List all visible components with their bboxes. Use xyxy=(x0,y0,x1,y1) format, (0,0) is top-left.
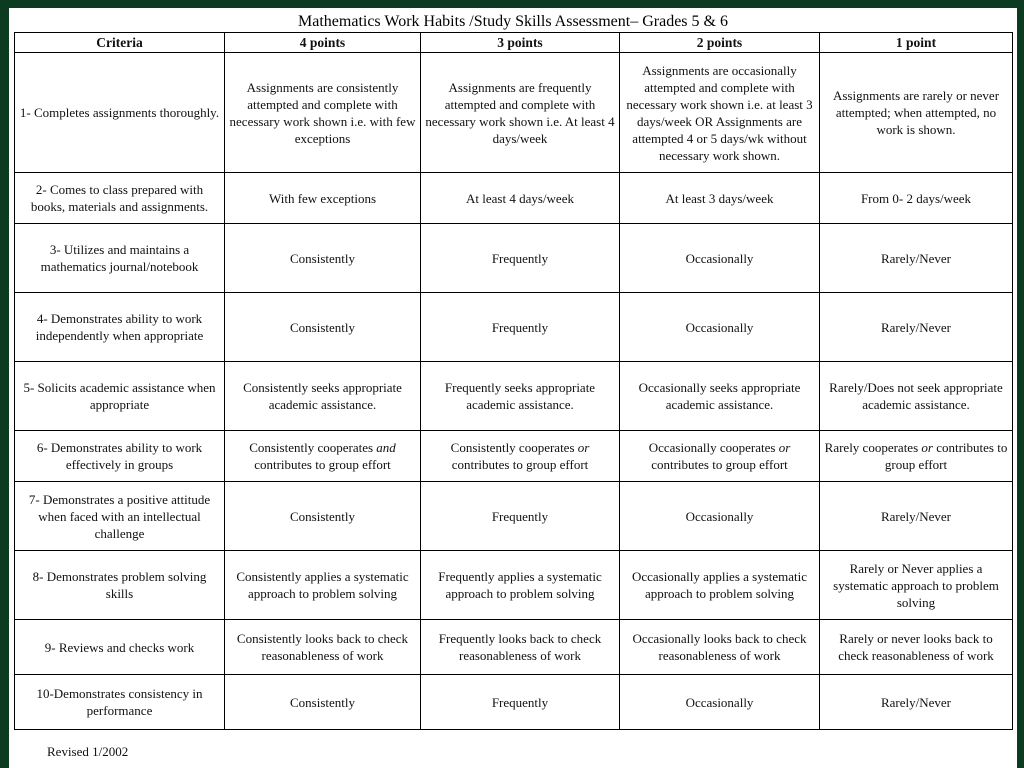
cell-text: contributes to group effort xyxy=(451,457,589,472)
score-4-cell: Consistently looks back to check reasonableness of work xyxy=(225,620,421,675)
table-row xyxy=(15,551,1013,620)
conjunction-text: and xyxy=(376,440,396,455)
score-4-cell: Consistently applies a systematic approach to problem solving xyxy=(225,551,421,620)
cell-text: Rarely cooperates xyxy=(824,440,922,455)
criteria-cell: 1- Completes assignments thoroughly. xyxy=(15,53,225,173)
table-row xyxy=(15,431,1013,482)
score-3-cell: Frequently applies a systematic approach to problem solving xyxy=(421,551,620,620)
score-1-cell: Rarely/Never xyxy=(820,293,1013,362)
score-3-cell: At least 4 days/week xyxy=(421,173,620,224)
score-3-cell: Frequently seeks appropriate academic assistance. xyxy=(421,362,620,431)
criteria-cell: 6- Demonstrates ability to work effectively in groups xyxy=(15,431,225,482)
rubric-table xyxy=(14,32,1013,730)
score-1-cell: Rarely/Does not seek appropriate academic assistance. xyxy=(820,362,1013,431)
criteria-cell: 7- Demonstrates a positive attitude when faced with an intellectual challenge xyxy=(15,482,225,551)
score-4-cell: Consistently seeks appropriate academic assistance. xyxy=(225,362,421,431)
score-1-cell: Rarely/Never xyxy=(820,675,1013,730)
conjunction-text: or xyxy=(921,440,933,455)
score-4-cell xyxy=(225,431,421,482)
score-2-cell: Occasionally seeks appropriate academic assistance. xyxy=(620,362,820,431)
score-2-cell: Occasionally applies a systematic approach to problem solving xyxy=(620,551,820,620)
score-3-cell: Frequently xyxy=(421,224,620,293)
cell-text: contributes to group effort xyxy=(884,440,1008,472)
score-1-cell: Assignments are rarely or never attempted; when attempted, no work is shown. xyxy=(820,53,1013,173)
table-row xyxy=(15,224,1013,293)
cell-text: contributes to group effort xyxy=(651,457,788,472)
cell-text: Occasionally cooperates xyxy=(648,440,779,455)
score-4-cell: Assignments are consistently attempted and complete with necessary work shown i.e. with few exceptions xyxy=(225,53,421,173)
score-3-cell: Frequently xyxy=(421,482,620,551)
criteria-cell: 9- Reviews and checks work xyxy=(15,620,225,675)
score-1-cell: From 0- 2 days/week xyxy=(820,173,1013,224)
criteria-cell: 8- Demonstrates problem solving skills xyxy=(15,551,225,620)
score-1-cell: Rarely or Never applies a systematic approach to problem solving xyxy=(820,551,1013,620)
conjunction-text: or xyxy=(778,440,791,455)
header-3-points: 3 points xyxy=(421,33,620,53)
score-4-cell: With few exceptions xyxy=(225,173,421,224)
table-header-row xyxy=(15,33,1013,53)
score-2-cell xyxy=(620,431,820,482)
score-1-cell: Rarely or never looks back to check reasonableness of work xyxy=(820,620,1013,675)
criteria-cell: 5- Solicits academic assistance when appropriate xyxy=(15,362,225,431)
score-2-cell: Assignments are occasionally attempted and complete with necessary work shown i.e. at least 3 days/week OR Assignments are attempted 4 or 5 days/wk without necessary work shown. xyxy=(620,53,820,173)
header-criteria: Criteria xyxy=(15,33,225,53)
table-row xyxy=(15,53,1013,173)
score-3-cell: Assignments are frequently attempted and complete with necessary work shown i.e. At least 4 days/week xyxy=(421,53,620,173)
cell-text: contributes to group effort xyxy=(254,457,391,472)
criteria-cell: 4- Demonstrates ability to work independently when appropriate xyxy=(15,293,225,362)
table-row xyxy=(15,482,1013,551)
header-2-points: 2 points xyxy=(620,33,820,53)
document-page xyxy=(9,8,1017,768)
revision-note: Revised 1/2002 xyxy=(47,744,129,759)
criteria-cell: 2- Comes to class prepared with books, materials and assignments. xyxy=(15,173,225,224)
score-3-cell: Frequently xyxy=(421,675,620,730)
header-1-point: 1 point xyxy=(820,33,1013,53)
score-2-cell: Occasionally looks back to check reasonableness of work xyxy=(620,620,820,675)
table-row xyxy=(15,675,1013,730)
cell-text: Consistently cooperates xyxy=(249,440,377,455)
table-row xyxy=(15,362,1013,431)
score-3-cell: Frequently xyxy=(421,293,620,362)
conjunction-text: or xyxy=(577,440,590,455)
score-4-cell: Consistently xyxy=(225,675,421,730)
score-1-cell: Rarely/Never xyxy=(820,482,1013,551)
score-4-cell: Consistently xyxy=(225,293,421,362)
table-row xyxy=(15,293,1013,362)
criteria-cell: 3- Utilizes and maintains a mathematics journal/notebook xyxy=(15,224,225,293)
score-2-cell: Occasionally xyxy=(620,675,820,730)
score-2-cell: Occasionally xyxy=(620,293,820,362)
score-3-cell: Frequently looks back to check reasonableness of work xyxy=(421,620,620,675)
criteria-cell: 10-Demonstrates consistency in performance xyxy=(15,675,225,730)
table-row xyxy=(15,620,1013,675)
score-1-cell: Rarely/Never xyxy=(820,224,1013,293)
header-4-points: 4 points xyxy=(225,33,421,53)
score-3-cell xyxy=(421,431,620,482)
score-4-cell: Consistently xyxy=(225,224,421,293)
score-2-cell: Occasionally xyxy=(620,482,820,551)
score-1-cell xyxy=(820,431,1013,482)
table-row xyxy=(15,173,1013,224)
score-2-cell: At least 3 days/week xyxy=(620,173,820,224)
document-title: Mathematics Work Habits /Study Skills Assessment– Grades 5 & 6 xyxy=(298,13,728,30)
score-2-cell: Occasionally xyxy=(620,224,820,293)
score-4-cell: Consistently xyxy=(225,482,421,551)
cell-text: Consistently cooperates xyxy=(450,440,578,455)
